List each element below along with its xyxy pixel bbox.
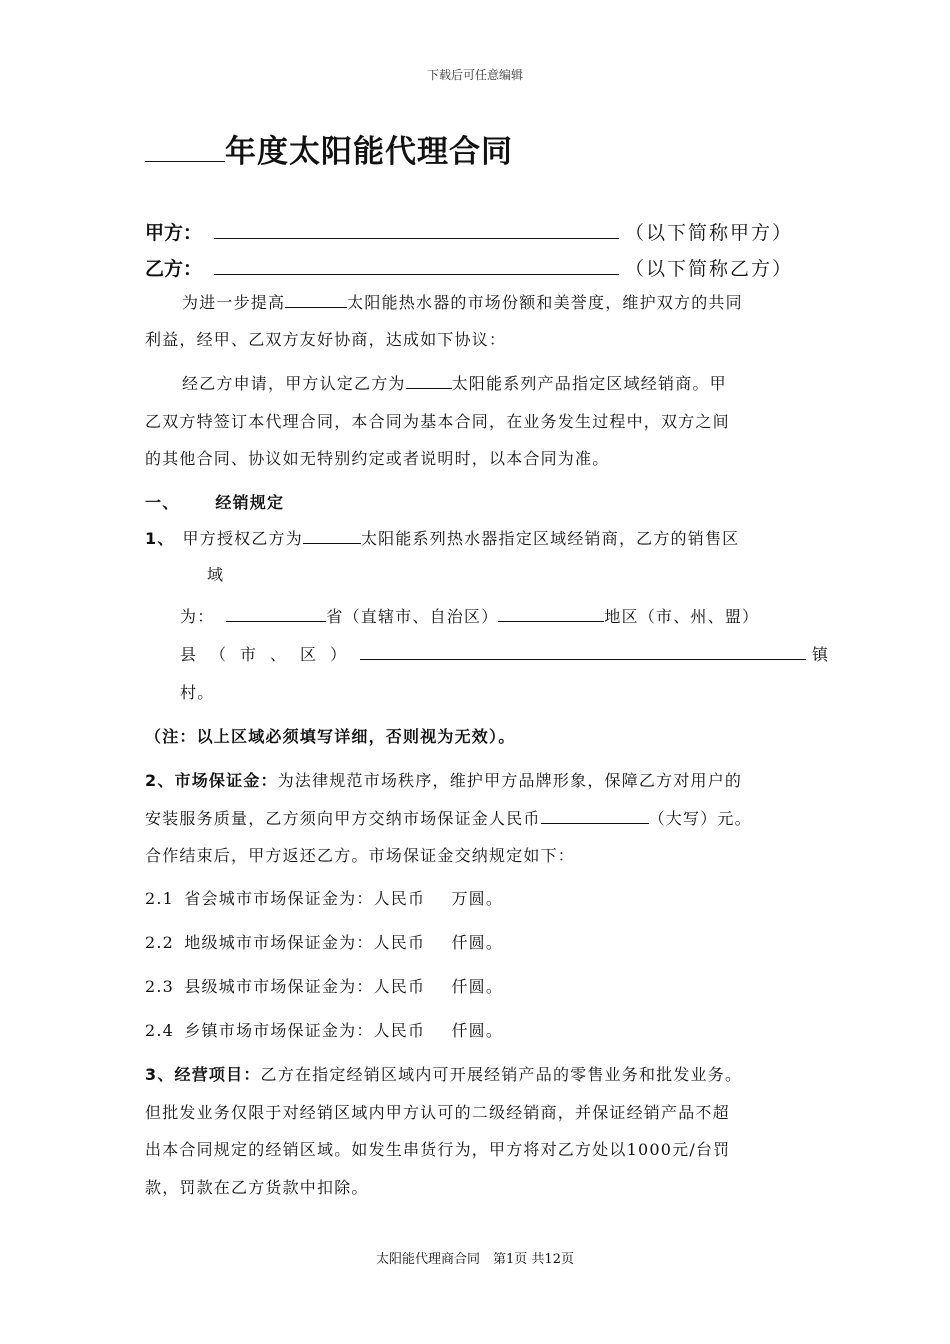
intro-line-1: [182, 290, 804, 313]
item-1-text-a: 甲方授权乙方为: [182, 529, 303, 548]
district-text: 地区（市、州、盟）: [604, 607, 760, 626]
document-title: [145, 126, 513, 171]
deposit-amount-blank[interactable]: [541, 823, 649, 824]
item-2-line-1: [145, 768, 805, 791]
deposit-number: 2.3: [145, 977, 175, 996]
item-2-text-2b: （大写）元。: [648, 809, 752, 828]
party-a-label: 甲方: [145, 222, 184, 244]
deposit-unit: 仟圆。: [451, 977, 504, 996]
deposit-unit: 仟圆。: [451, 933, 504, 952]
deposit-text: 省会城市市场保证金为：人民币: [184, 889, 426, 908]
para2-line-3: 的其他合同、协议如无特别约定或者说明时，以本合同为准。: [145, 449, 610, 468]
deposit-unit: 仟圆。: [451, 1021, 504, 1040]
deposit-number: 2.2: [145, 933, 175, 952]
item-1-line-1: [145, 526, 805, 549]
province-blank[interactable]: [226, 621, 326, 622]
item-1-line-2: 域: [207, 565, 225, 584]
deposit-number: 2.4: [145, 1021, 175, 1040]
item-2-label: 2、市场保证金：: [145, 771, 278, 790]
item-3-line-1: [145, 1062, 805, 1085]
page-header: 下载后可任意编辑: [426, 68, 523, 82]
intro-brand-blank[interactable]: [285, 307, 347, 308]
intro-line-2: 利益，经甲、乙双方友好协商，达成如下协议：: [145, 330, 507, 349]
party-a-line: 甲方： （以下简称甲方）: [145, 218, 619, 245]
deposit-text: 县级城市市场保证金为：人民币: [184, 977, 426, 996]
deposit-unit: 万圆。: [451, 889, 504, 908]
deposit-row: [145, 1018, 805, 1041]
item-1-text-b: 太阳能系列热水器指定区域经销商，乙方的销售区: [360, 529, 740, 548]
party-a-blank[interactable]: [214, 238, 619, 239]
page-footer: 太阳能代理商合同 第1页 共12页: [376, 1252, 574, 1267]
province-text: 省（直辖市、自治区）: [326, 607, 499, 626]
item-1-line-5: 村。: [180, 683, 215, 702]
item-1-brand-blank[interactable]: [303, 543, 361, 544]
item-2-line-3: 合作结束后，甲方返还乙方。市场保证金交纳规定如下：: [145, 846, 576, 865]
deposit-row: [145, 930, 805, 953]
deposit-row: [145, 886, 805, 909]
section-1-number: 一、: [145, 493, 180, 512]
item-2-line-2: [145, 806, 805, 829]
region-note: （注：以上区域必须填写详细，否则视为无效）。: [145, 727, 516, 746]
party-b-suffix: （以下简称乙方）: [625, 258, 794, 280]
item-1-number: 1、: [145, 529, 175, 548]
deposit-text: 乡镇市场市场保证金为：人民币: [184, 1021, 426, 1040]
region-label: 为：: [180, 607, 215, 626]
party-b-label: 乙方: [145, 258, 184, 280]
item-3-label: 3、经营项目：: [145, 1065, 261, 1084]
item-1-line-3: [180, 604, 804, 627]
para2-line-2: 乙双方特签订本代理合同，本合同为基本合同，在业务发生过程中，双方之间: [145, 412, 730, 431]
deposit-row: [145, 974, 805, 997]
para2-line-1: [182, 371, 842, 394]
section-1-heading: [145, 490, 805, 513]
item-2-text-1: 为法律规范市场秩序，维护甲方品牌形象，保障乙方对用户的: [277, 771, 743, 790]
item-3-line-2: 但批发业务仅限于对经销区域内甲方认可的二级经销商，并保证经销产品不超: [145, 1103, 730, 1122]
deposit-text: 地级城市市场保证金为：人民币: [184, 933, 426, 952]
town-blank[interactable]: [360, 659, 806, 660]
party-a-suffix: （以下简称甲方）: [625, 222, 794, 244]
party-b-line: 乙方： （以下简称乙方）: [145, 254, 619, 281]
county-text: 县（市、区）: [180, 645, 361, 664]
title-text: 年度太阳能代理合同: [225, 134, 513, 170]
para2-text-a: 经乙方申请，甲方认定乙方为: [182, 374, 406, 393]
para2-brand-blank[interactable]: [406, 388, 452, 389]
item-1-line-4: [180, 642, 830, 665]
item-2-text-2a: 安装服务质量，乙方须向甲方交纳市场保证金人民币: [145, 809, 541, 828]
intro-text-a: 为进一步提高: [182, 293, 286, 312]
item-3-line-4: 款，罚款在乙方货款中扣除。: [145, 1178, 369, 1197]
party-b-blank[interactable]: [214, 274, 619, 275]
year-blank[interactable]: [145, 161, 225, 162]
para2-text-b: 太阳能系列产品指定区域经销商。甲: [451, 374, 727, 393]
item-3-text-1: 乙方在指定经销区域内可开展经销产品的零售业务和批发业务。: [260, 1065, 743, 1084]
town-text: 镇: [812, 645, 830, 664]
deposit-number: 2.1: [145, 889, 175, 908]
section-1-title: 经销规定: [215, 493, 285, 512]
intro-text-b: 太阳能热水器的市场份额和美誉度，维护双方的共同: [347, 293, 743, 312]
district-blank[interactable]: [498, 621, 604, 622]
item-3-line-3: 出本合同规定的经销区域。如发生串货行为，甲方将对乙方处以1000元/台罚: [145, 1140, 731, 1159]
